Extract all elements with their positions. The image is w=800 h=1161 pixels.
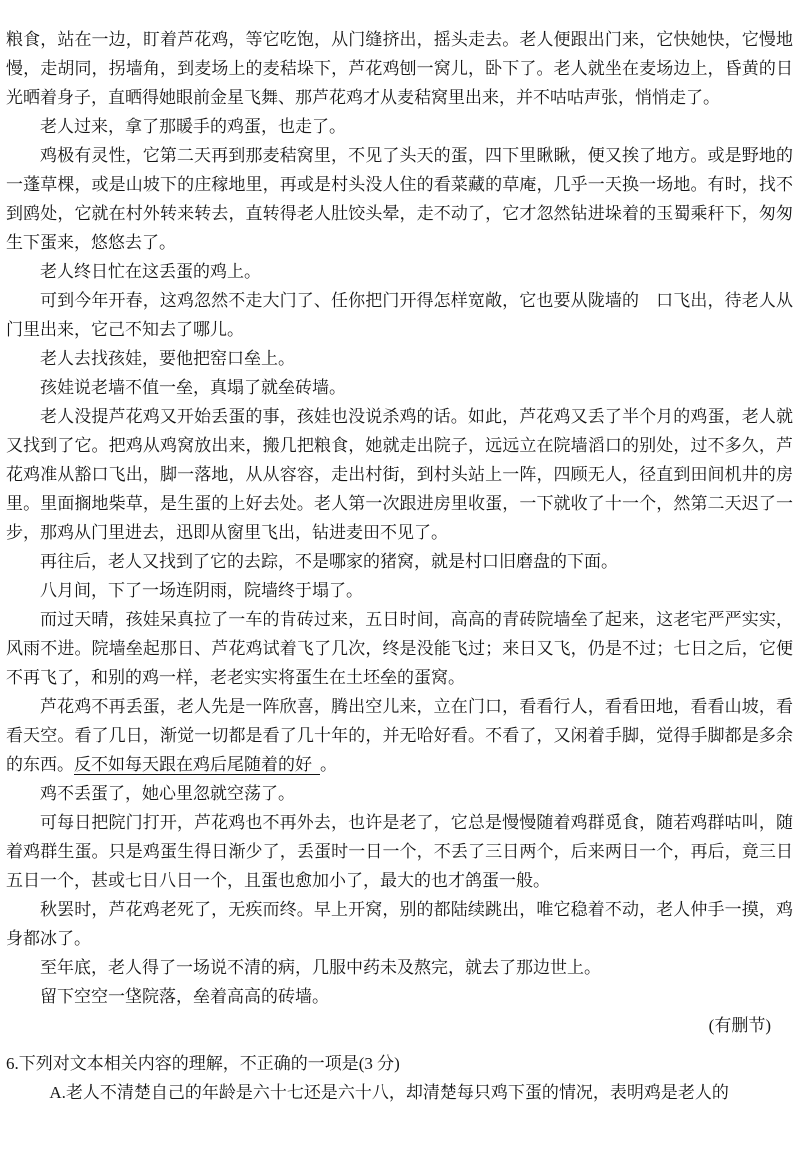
passage-paragraph: 可每日把院门打开，芦花鸡也不再外去，也许是老了，它总是慢慢随着鸡群觅食，随若鸡群咕叫，随着鸡群生蛋。只是鸡蛋生得日渐少了，丢蛋时一日一个，不丢了三日两个，后来两日一个，再后，竟三日五日一个，甚或七日八日一个，且蛋也愈加小了，最大的也才鸽蛋一般。 xyxy=(6,813,793,890)
passage-abridged-note: (有删节) xyxy=(708,1016,771,1035)
passage-paragraph: 八月间，下了一场连阴雨，院墙终于塌了。 xyxy=(40,581,363,600)
passage-paragraph: 孩娃说老墙不值一垒，真塌了就垒砖墙。 xyxy=(40,378,346,397)
underlined-sentence: 反不如每天跟在鸡后尾随着的好 xyxy=(74,755,320,775)
passage-paragraph: 而过天晴，孩娃呆真拉了一车的肯砖过来，五日时间，高高的青砖院墙垒了起来，这老宅严严实实，风雨不进。院墙垒起那日、芦花鸡试着飞了几次，终是没能飞过；来日又飞，仍是不过；七日之后，它便不再飞了，和别的鸡一样，老老实实将蛋生在土坯垒的蛋窝。 xyxy=(6,610,793,687)
passage-paragraph: 鸡不丢蛋了，她心里忽就空荡了。 xyxy=(40,784,295,803)
passage-paragraph: 老人终日忙在这丢蛋的鸡上。 xyxy=(40,262,261,281)
question-6-stem: 6.下列对文本相关内容的理解，不正确的一项是(3 分) xyxy=(6,1054,400,1073)
passage-paragraph: 留下空空一垡院落，垒着高高的砖墙。 xyxy=(40,987,329,1006)
passage-paragraph: 老人过来，拿了那暖手的鸡蛋，也走了。 xyxy=(40,117,346,136)
underline-paragraph-before: 芦花鸡不再丢蛋，老人先是一阵欣喜，腾出空儿来，立在门口，看看行人，看看田地，看看山坡，看看天空。看了几日，渐觉一切都是看了几十年的，并无哈好看。不看了，又闲着手脚，觉得手脚都是多余的东西。 xyxy=(6,697,793,774)
passage-paragraph: 秋罢时，芦花鸡老死了，无疾而终。早上开窝，别的都陆续跳出，唯它稳着不动，老人仲手一摸，鸡身都冰了。 xyxy=(6,900,793,948)
passage-paragraph: 老人去找孩娃，要他把窑口垒上。 xyxy=(40,349,295,368)
passage-paragraph: 鸡极有灵性，它第二天再到那麦秸窝里，不见了头天的蛋，四下里瞅瞅，便又挨了地方。或是野地的一蓬草棵，或是山坡下的庄稼地里，再或是村头没人住的看菜藏的草庵，几乎一天换一场地。有时，找不到鸥处，它就在村外转来转去，直转得老人肚饺头晕，走不动了，它才忽然钻进垛着的玉蜀乘秆下，匆匆生下蛋来，悠悠去了。 xyxy=(6,146,793,252)
passage-paragraph-with-underline xyxy=(6,692,793,779)
passage-paragraph: 可到今年开春，这鸡忽然不走大门了、任你把门开得怎样宽敞，它也要从陇墙的 口飞出，待老人从门里出来，它己不知去了哪儿。 xyxy=(6,291,793,339)
underline-paragraph-after: 。 xyxy=(320,755,337,774)
passage-paragraph-continuation: 粮食，站在一边，盯着芦花鸡，等它吃饱，从门缝挤出，摇头走去。老人便跟出门来，它快她快，它慢地慢，走胡同，拐墙角，到麦场上的麦秸垛下，芦花鸡刨一窝儿，卧下了。老人就坐在麦场边上，昏黄的日光晒着身子，直晒得她眼前金星飞舞、那芦花鸡才从麦秸窝里出来，并不咕咕声张，悄悄走了。 xyxy=(6,30,793,107)
passage-paragraph: 再往后，老人又找到了它的去踪，不是哪家的猪窝，就是村口旧磨盘的下面。 xyxy=(40,552,618,571)
question-6-option-a: A.老人不清楚自己的年龄是六十七还是六十八，却清楚每只鸡下蛋的情况，表明鸡是老人的 xyxy=(49,1083,729,1102)
passage-paragraph: 老人没提芦花鸡又开始丢蛋的事，孩娃也没说杀鸡的话。如此，芦花鸡又丢了半个月的鸡蛋，老人就又找到了它。把鸡从鸡窝放出来，搬几把粮食，她就走出院子，远远立在院墙滔口的别处，过不多久，芦花鸡准从豁口飞出，脚一落地，从从容容，走出村街，到村头站上一阵，四顾无人，径直到田间机井的房里。里面搁地柴草，是生蛋的上好去处。老人第一次跟进房里收蛋，一下就收了十一个，然第二天迟了一步，那鸡从门里进去，迅即从窗里飞出，钻进麦田不见了。 xyxy=(6,407,793,542)
passage-paragraph: 至年底，老人得了一场说不清的病，几服中药未及熬完，就去了那边世上。 xyxy=(40,958,601,977)
